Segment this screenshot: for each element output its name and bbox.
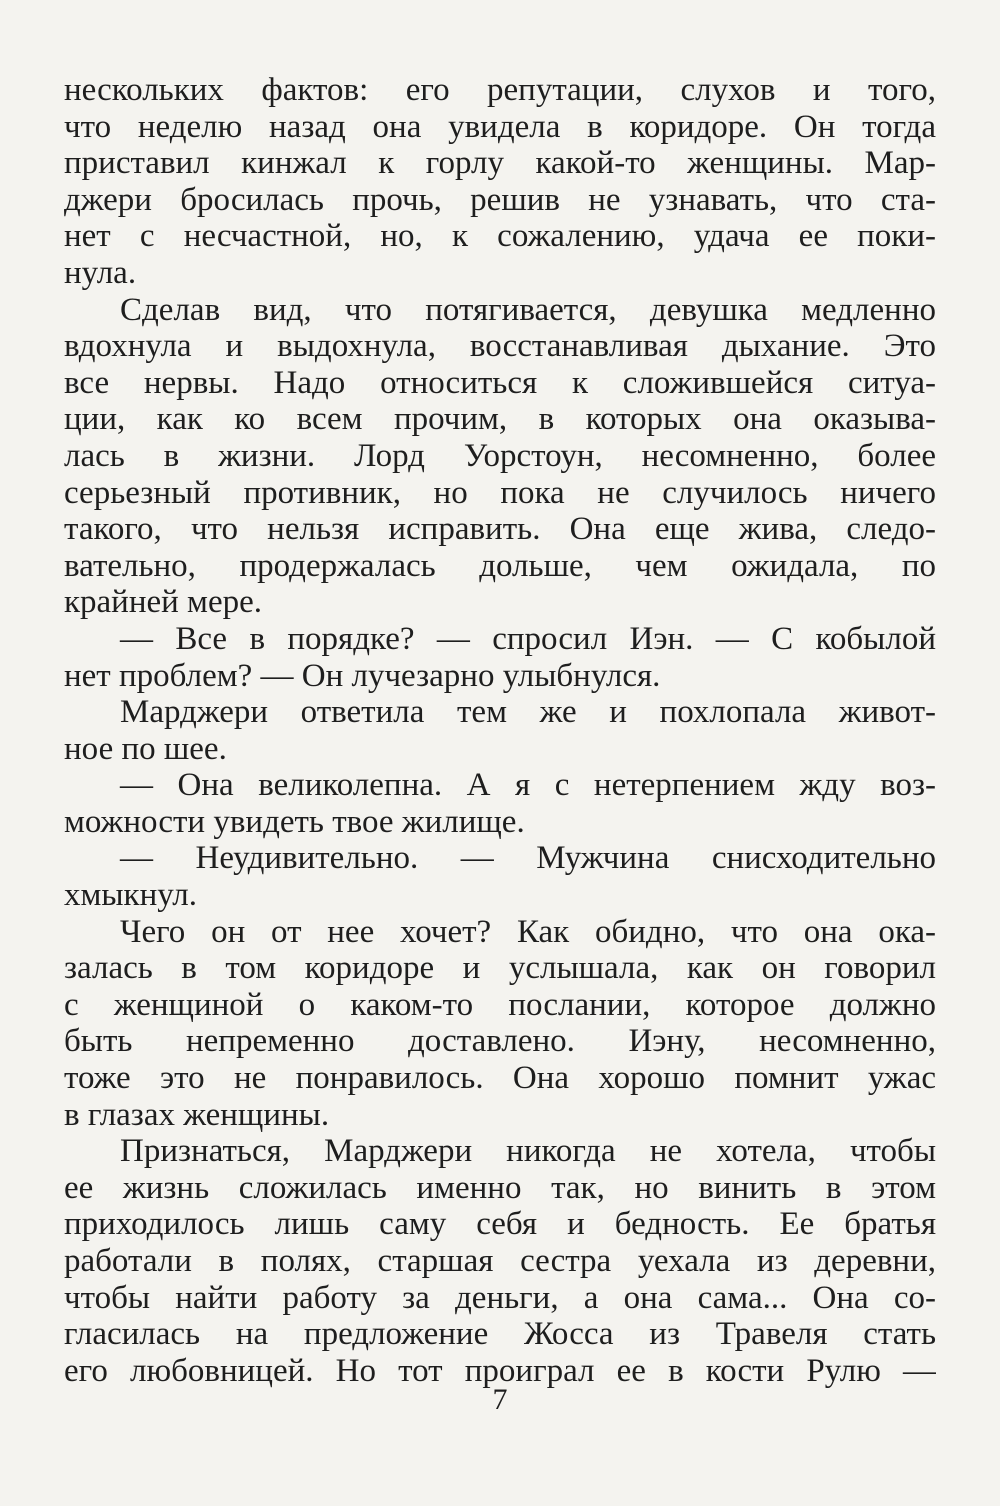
page-text [64,72,936,1389]
text-line: джери бросилась прочь, решив не узнавать, что ста- [64,181,936,218]
text-line: работали в полях, старшая сестра уехала из деревни, [64,1243,936,1279]
text-line: залась в том коридоре и услышала, как он говорил [64,950,936,987]
text-line: приставил кинжал к горлу какой-то женщины. Мар- [64,145,936,182]
text-line: нескольких фактов: его репутации, слухов и того, [64,72,936,108]
text-line: серьезный противник, но пока не случилось ничего [64,474,936,511]
text-line: лась в жизни. Лорд Уорстоун, несомненно, более [64,437,936,474]
text-line: Марджери ответила тем же и похлопала живот- [120,694,936,731]
text-line: чтобы найти работу за деньги, а она сама... Она со- [64,1279,936,1316]
text-line: — Неудивительно. — Мужчина снисходительно [120,840,936,877]
text-line: вдохнула и выдохнула, восстанавливая дыхание. Это [64,328,936,365]
text-line: нула. [64,254,137,291]
text-line: Признаться, Марджери никогда не хотела, чтобы [120,1133,936,1170]
text-line: вательно, продержалась дольше, чем ожидала, по [64,547,936,584]
text-line: Сделав вид, что потягивается, девушка медленно [120,291,936,328]
text-line: все нервы. Надо относиться к сложившейся ситуа- [64,364,936,401]
page-number: 7 [492,1383,508,1416]
text-line: быть непременно доставлено. Иэну, несомненно, [64,1023,936,1060]
text-line: такого, что нельзя исправить. Она еще жива, следо- [64,511,936,548]
text-line: ции, как ко всем прочим, в которых она оказыва- [64,401,936,438]
text-line: можности увидеть твое жилище. [64,803,525,840]
text-line: нет проблем? — Он лучезарно улыбнулся. [64,657,661,694]
text-line: нет с несчастной, но, к сожалению, удача ее поки- [64,218,936,255]
text-line: в глазах женщины. [64,1096,330,1133]
text-line: его любовницей. Но тот проиграл ее в кости Рулю — [64,1352,936,1389]
text-line: тоже это не понравилось. Она хорошо помнит ужас [64,1060,936,1097]
text-line: хмыкнул. [64,877,198,914]
text-line: — Она великолепна. А я с нетерпением жду воз- [120,767,936,804]
text-line: ее жизнь сложилась именно так, но винить в этом [64,1169,936,1206]
text-line: приходилось лишь саму себя и бедность. Ее братья [64,1206,936,1243]
text-line: — Все в порядке? — спросил Иэн. — С кобылой [120,620,936,657]
text-line: крайней мере. [64,584,262,621]
text-line: с женщиной о каком-то послании, которое должно [64,986,936,1023]
text-line: гласилась на предложение Жосса из Травеля стать [64,1316,936,1353]
text-line: что неделю назад она увидела в коридоре. Он тогда [64,108,936,145]
text-line: Чего он от нее хочет? Как обидно, что она ока- [120,913,936,950]
text-line: ное по шее. [64,730,227,767]
